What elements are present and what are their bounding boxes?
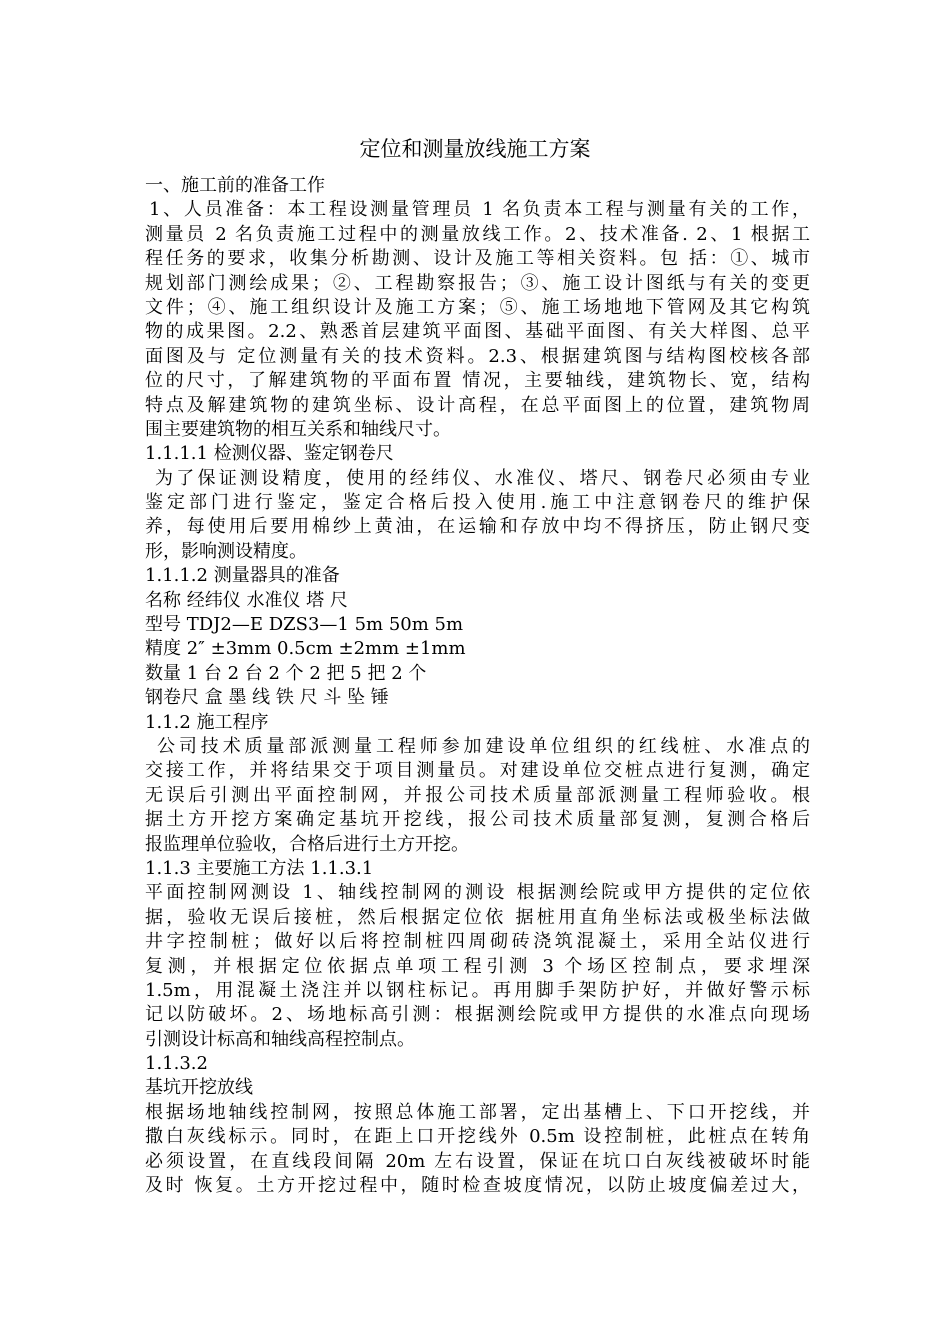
paragraph-line: 规划部门测绘成果；②、工程勘察报告；③、施工设计图纸与有关的变更 [145,272,810,294]
equipment-row-precision: 精度 2″ ±3mm 0.5cm ±2mm ±1mm [145,638,466,660]
paragraph-line: 程任务的要求，收集分析勘测、设计及施工等相关资料。包 括：①、城市 [145,248,810,270]
paragraph-line: 测量员 2 名负责施工过程中的测量放线工作。2、技术准备. 2、1 根据工 [145,223,810,245]
paragraph-line: 形，影响测设精度。 [145,540,307,562]
paragraph-line: 据土方开挖方案确定基坑开挖线，报公司技术质量部复测，复测合格后 [145,809,810,831]
paragraph-line: 根据场地轴线控制网，按照总体施工部署，定出基槽上、下口开挖线，并 [145,1101,810,1123]
paragraph-line: 养，每使用后要用棉纱上黄油，在运输和存放中均不得挤压，防止钢尺变 [145,516,810,538]
equipment-row-name: 名称 经纬仪 水准仪 塔 尺 [145,589,348,611]
paragraph-line: 文件；④、施工组织设计及施工方案；⑤、施工场地地下管网及其它构筑 [145,296,810,318]
paragraph-line: 无误后引测出平面控制网，并报公司技术质量部派测量工程师验收。根 [145,784,810,806]
paragraph-line: 公司技术质量部派测量工程师参加建设单位组织的红线桩、水准点的 [157,735,810,757]
subsection-heading: 基坑开挖放线 [145,1077,253,1099]
paragraph-line: 记以防破坏。2、场地标高引测：根据测绘院或甲方提供的水准点向现场 [145,1004,810,1026]
paragraph-line: 鉴定部门进行鉴定，鉴定合格后投入使用.施工中注意钢卷尺的维护保 [145,492,810,514]
paragraph-line: 及时 恢复。土方开挖过程中，随时检查坡度情况，以防止坡度偏差过大， [145,1175,810,1197]
paragraph-line: 围主要建筑物的相互关系和轴线尺寸。 [145,418,451,440]
paragraph-line: 1、人员准备：本工程设测量管理员 1 名负责本工程与测量有关的工作， [149,199,810,221]
paragraph-line: 平面控制网测设 1、轴线控制网的测设 根据测绘院或甲方提供的定位依 [145,882,810,904]
paragraph-line: 井字控制桩；做好以后将控制桩四周砌砖浇筑混凝土，采用全站仪进行 [145,931,810,953]
paragraph-line: 1.5m，用混凝土浇注并以钢柱标记。再用脚手架防护好，并做好警示标 [145,979,810,1001]
section-heading: 一、施工前的准备工作 [145,175,325,196]
equipment-row-tools: 钢卷尺 盒 墨 线 铁 尺 斗 坠 锤 [145,687,389,709]
paragraph-line: 报监理单位验收，合格后进行土方开挖。 [145,833,469,855]
document-body [145,174,810,1198]
subsection-heading: 1.1.3 主要施工方法 1.1.3.1 [145,857,374,879]
paragraph-line: 据，验收无误后接桩，然后根据定位依 据桩用直角坐标法或极坐标法做 [145,906,810,928]
paragraph-line: 撒白灰线标示。同时，在距上口开挖线外 0.5m 设控制桩，此桩点在转角 [145,1126,810,1148]
document-title: 定位和测量放线施工方案 [359,137,591,161]
paragraph-line: 位的尺寸，了解建筑物的平面布置 情况，主要轴线，建筑物长、宽，结构 [145,370,810,392]
equipment-row-quantity: 数量 1 台 2 台 2 个 2 把 5 把 2 个 [145,662,427,684]
subsection-heading: 1.1.2 施工程序 [145,711,269,733]
paragraph-line: 为了保证测设精度，使用的经纬仪、水准仪、塔尺、钢卷尺必须由专业 [155,467,810,489]
paragraph-line: 引测设计标高和轴线高程控制点。 [145,1028,415,1050]
paragraph-line: 面图及与 定位测量有关的技术资料。2.3、根据建筑图与结构图校核各部 [145,345,810,367]
subsection-heading: 1.1.3.2 [145,1053,208,1075]
paragraph-line: 必须设置，在直线段间隔 20m 左右设置，保证在坑口白灰线被破坏时能 [145,1150,810,1172]
equipment-row-model: 型号 TDJ2—E DZS3—1 5m 50m 5m [145,614,464,636]
paragraph-line: 物的成果图。2.2、熟悉首层建筑平面图、基础平面图、有关大样图、总平 [145,321,810,343]
paragraph-line: 特点及解建筑物的建筑坐标、设计高程，在总平面图上的位置，建筑物周 [145,394,810,416]
subsection-heading: 1.1.1.2 测量器具的准备 [145,565,340,587]
subsection-heading: 1.1.1.1 检测仪器、鉴定钢卷尺 [145,443,394,465]
paragraph-line: 复测，并根据定位依据点单项工程引测 3 个场区控制点，要求埋深 [145,955,810,977]
paragraph-line: 交接工作，并将结果交于项目测量员。对建设单位交桩点进行复测，确定 [145,760,810,782]
